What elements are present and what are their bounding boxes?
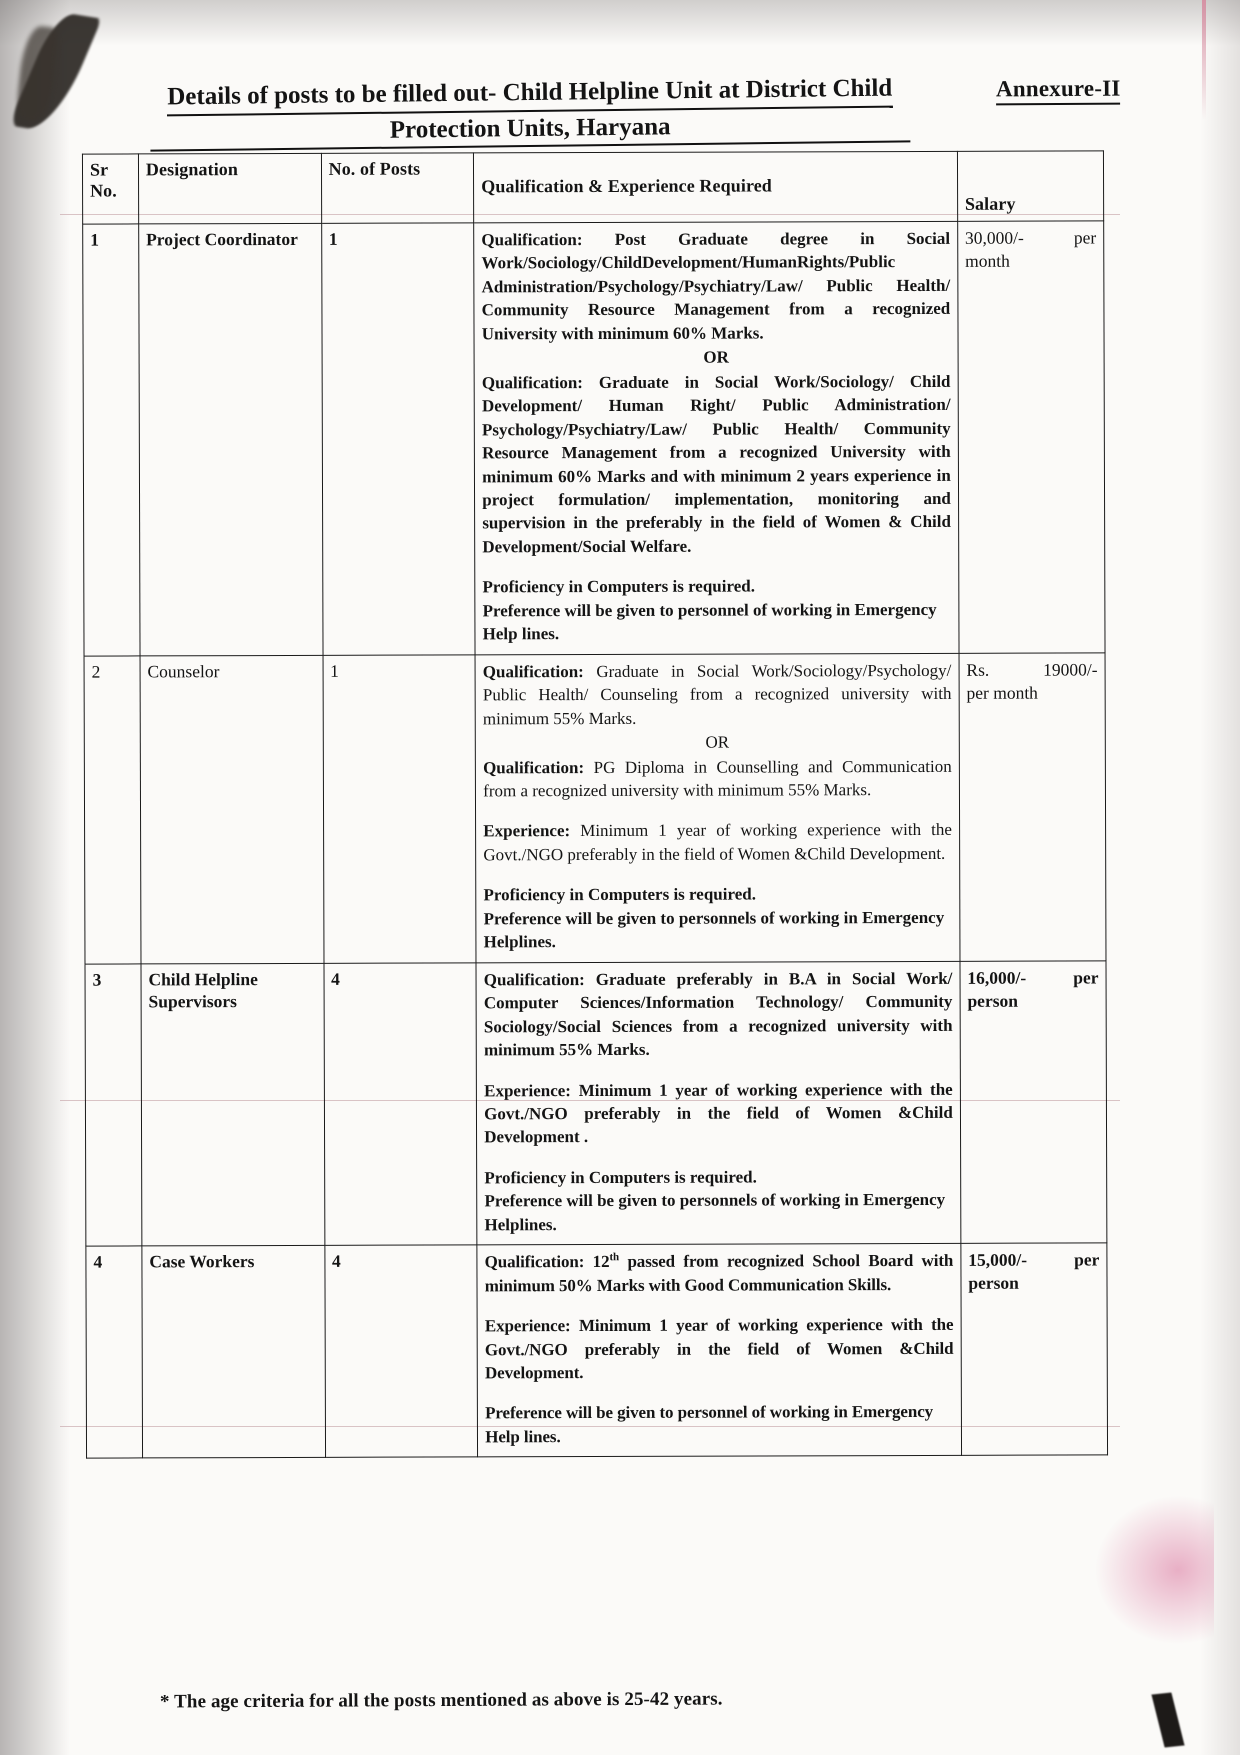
qualification-note: Preference will be given to personnels of working in Emergency Helplines. xyxy=(483,907,945,952)
posts-table-container xyxy=(82,150,1108,1459)
salary-amount: Rs. xyxy=(966,659,990,680)
paragraph-gap xyxy=(485,1296,954,1314)
scan-shadow-right xyxy=(1200,0,1240,1755)
salary-period-prefix: per xyxy=(1073,227,1097,248)
table-row xyxy=(86,1243,1108,1458)
table-body xyxy=(83,221,1108,1459)
salary-period-prefix: 19000/- xyxy=(1043,659,1098,680)
qualification-label: Experience: xyxy=(484,1316,571,1336)
qualification-note: Preference will be given to personnel of working in Emergency Help lines. xyxy=(482,599,937,644)
salary-amount: 15,000/- xyxy=(968,1249,1028,1271)
cell-qualification xyxy=(475,653,960,963)
scan-artifact-pink-edge xyxy=(1202,0,1206,120)
table-row xyxy=(85,961,1107,1247)
cell-no-of-posts: 4 xyxy=(324,963,477,1246)
qualification-label: Experience: xyxy=(483,821,571,841)
qualification-note: Preference will be given to personnels of working in Emergency Helplines. xyxy=(484,1190,946,1235)
qualification-note: Preference will be given to personnel of working in Emergency Help lines. xyxy=(485,1402,934,1447)
cell-designation: Counselor xyxy=(140,655,324,964)
qualification-paragraph: Experience: Minimum 1 year of working experience with the Govt./NGO preferably in the field of Women &Child Development . xyxy=(484,1079,953,1147)
cell-salary xyxy=(959,653,1106,961)
cell-no-of-posts: 4 xyxy=(324,1245,477,1458)
scan-artifact-corner xyxy=(8,11,102,132)
salary-unit: month xyxy=(965,250,1010,271)
scan-shadow-top xyxy=(0,0,1240,46)
paragraph-gap xyxy=(482,557,951,575)
qualification-paragraph: Qualification: Graduate preferably in B.A in Social Work/ Computer Sciences/Information Technology/ Community Sociology/Social Sciences from a recognized university with minimum 55% Marks. xyxy=(483,968,953,1060)
qualification-note: Proficiency in Computers is required. xyxy=(483,884,756,905)
or-separator: OR xyxy=(705,732,730,752)
posts-table xyxy=(82,150,1108,1459)
paragraph-gap xyxy=(483,865,952,883)
table-header-row xyxy=(82,151,1103,224)
qualification-paragraph: Qualification: Graduate in Social Work/Sociology/Psychology/ Public Health/ Counseling from a recognized university with minimum 55% Marks. xyxy=(482,660,952,728)
column-header-salary: Salary xyxy=(957,151,1103,221)
cell-qualification xyxy=(474,221,959,654)
column-header-qualification: Qualification & Experience Required xyxy=(474,151,958,223)
table-row xyxy=(84,653,1106,964)
paragraph-gap xyxy=(483,801,952,819)
ordinal-suffix: th xyxy=(609,1251,620,1264)
salary-unit: person xyxy=(967,990,1019,1011)
qualification-paragraph: Qualification: PG Diploma in Counselling and Communication from a recognized university with minimum 55% Marks. xyxy=(483,756,952,801)
page-title xyxy=(150,73,911,151)
cell-designation: Project Coordinator xyxy=(139,223,323,655)
paragraph-gap xyxy=(484,1060,953,1078)
cell-designation: Case Workers xyxy=(142,1246,325,1459)
qualification-paragraph: Experience: Minimum 1 year of working experience with the Govt./NGO preferably in the field of Women &Child Development. xyxy=(484,1315,954,1383)
or-separator: OR xyxy=(703,347,729,367)
qualification-label: Qualification: xyxy=(481,372,583,393)
cell-salary xyxy=(961,1243,1108,1456)
qualification-label: Qualification: xyxy=(484,1252,585,1272)
scan-artifact-corner-secondary xyxy=(15,24,59,123)
qualification-paragraph: Qualification: Graduate in Social Work/Sociology/ Child Development/ Human Right/ Public Administration/ Psychology/Psychiatry/Law/ Public Health/ Community Resource Management from a recognized University with minimum 60% Marks and with minimum 2 years experience in project formulation/ implementation, monitoring and supervision in the preferably in the field of Women & Child Development/Social Welfare. xyxy=(481,371,951,557)
salary-period-prefix: per xyxy=(1074,1249,1100,1270)
cell-no-of-posts: 1 xyxy=(321,223,475,655)
qualification-paragraph: Qualification: Post Graduate degree in Social Work/Sociology/ChildDevelopment/HumanRights/Public Administration/Psychology/Psychiatry/Law/ Public Health/ Community Resource Management from a recognized University with minimum 60% Marks. xyxy=(481,228,951,344)
qualification-label: Qualification: xyxy=(483,969,585,990)
annexure-label: Annexure-II xyxy=(995,76,1120,106)
salary-period-prefix: per xyxy=(1073,967,1099,988)
cell-salary xyxy=(957,221,1105,653)
scan-artifact-pink-blob xyxy=(1094,1495,1214,1645)
qualification-note: Proficiency in Computers is required. xyxy=(482,576,756,597)
cell-sr-no: 1 xyxy=(83,224,140,656)
cell-designation: Child Helpline Supervisors xyxy=(141,963,325,1246)
qualification-paragraph: Experience: Minimum 1 year of working experience with the Govt./NGO preferably in the field of Women &Child Development. xyxy=(483,820,952,865)
page-title-line-2: Protection Units, Haryana xyxy=(150,109,910,152)
column-header-designation: Designation xyxy=(138,153,321,224)
cell-sr-no: 4 xyxy=(86,1246,143,1458)
qualification-note: Proficiency in Computers is required. xyxy=(484,1167,757,1188)
qualification-label: Qualification: xyxy=(481,230,583,250)
cell-qualification xyxy=(477,1244,961,1458)
qualification-label: Qualification: xyxy=(482,661,584,682)
salary-amount: 30,000/- xyxy=(965,227,1024,248)
scan-shadow-left xyxy=(0,0,70,1755)
cell-no-of-posts: 1 xyxy=(323,655,477,963)
salary-unit: person xyxy=(968,1272,1019,1294)
salary-unit: per month xyxy=(966,682,1038,703)
age-criteria-footnote: * The age criteria for all the posts mentioned as above is 25-42 years. xyxy=(159,1688,723,1713)
qualification-label: Experience: xyxy=(484,1080,571,1100)
table-row xyxy=(83,221,1105,656)
column-header-no-of-posts: No. of Posts xyxy=(321,153,474,223)
qualification-paragraph: Qualification: 12th passed from recognized School Board with minimum 50% Marks with Good Communication Skills. xyxy=(484,1251,954,1296)
page-title-line-1: Details of posts to be filled out- Child Helpline Unit at District Child xyxy=(167,74,892,116)
qualification-label: Qualification: xyxy=(483,757,585,777)
cell-sr-no: 2 xyxy=(84,656,141,964)
cell-qualification xyxy=(476,961,961,1245)
salary-amount: 16,000/- xyxy=(967,967,1027,988)
cell-salary xyxy=(960,961,1107,1244)
paragraph-gap xyxy=(485,1383,954,1401)
paragraph-gap xyxy=(484,1148,953,1166)
column-header-sr-no: Sr No. xyxy=(82,154,138,224)
table-header xyxy=(82,151,1103,224)
cell-sr-no: 3 xyxy=(85,964,142,1247)
scan-artifact-bottom-mark xyxy=(1151,1692,1184,1747)
